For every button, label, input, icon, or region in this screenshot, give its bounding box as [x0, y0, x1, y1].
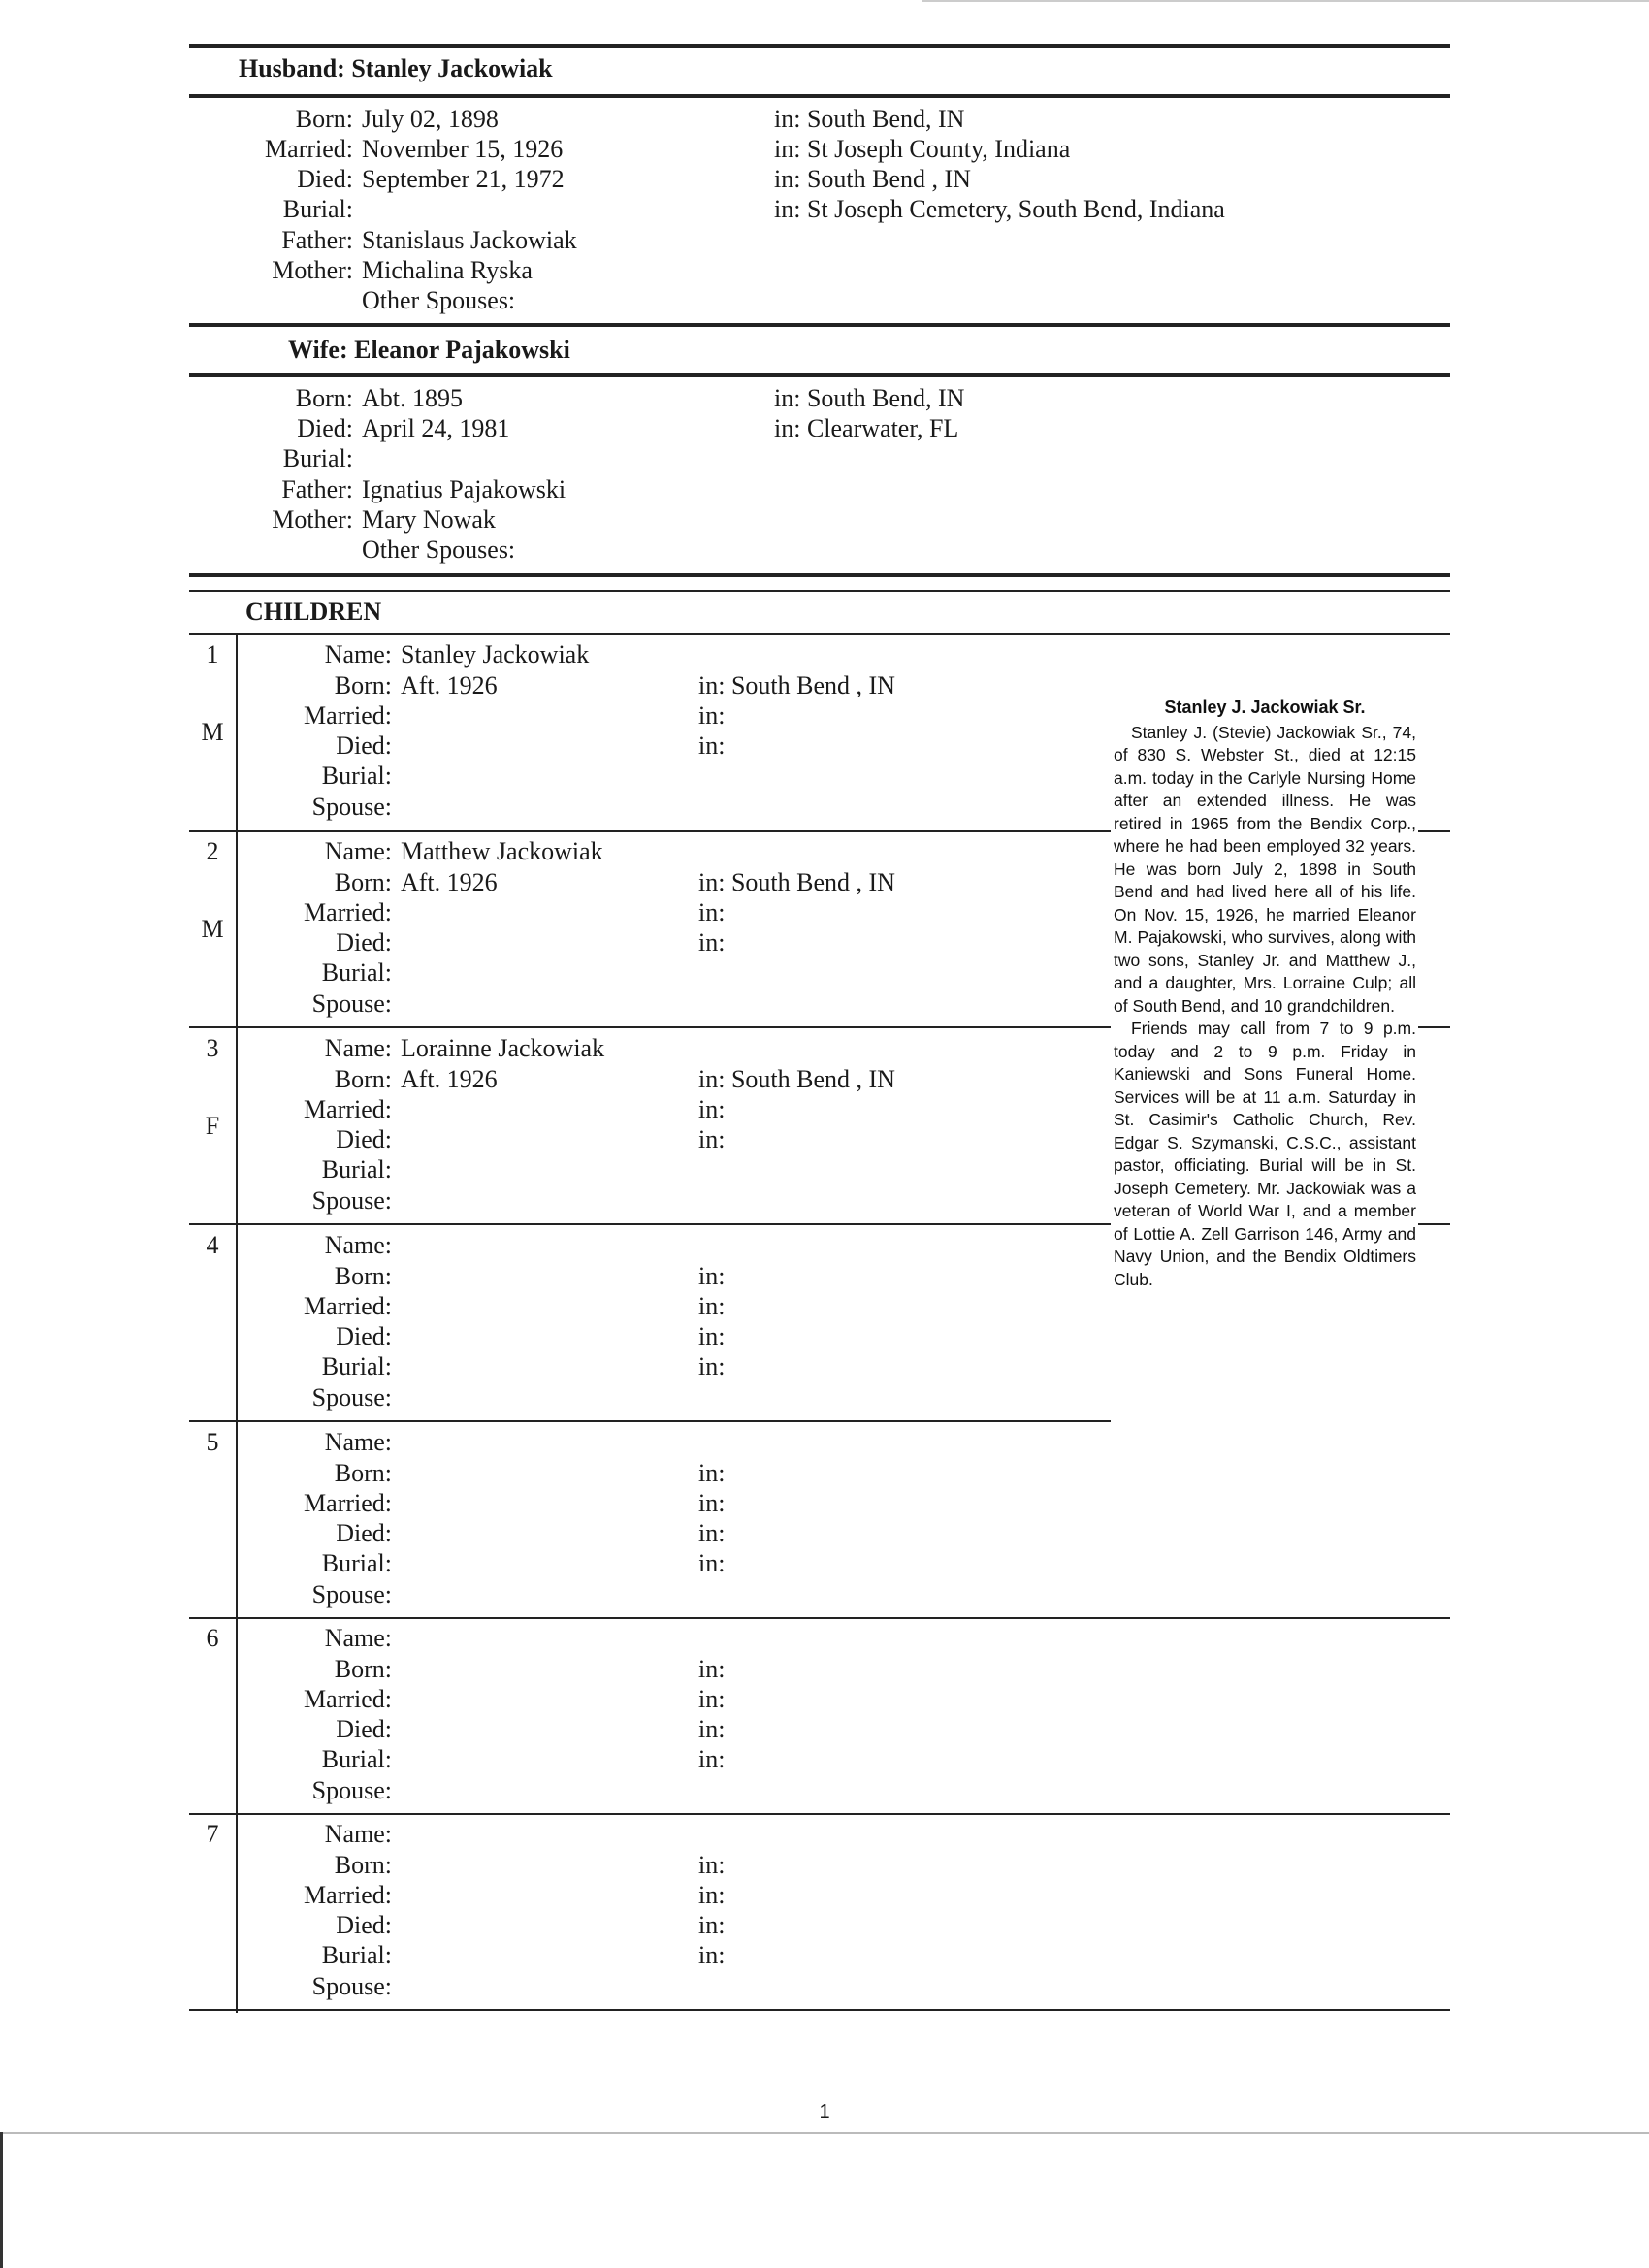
child-7-born-place: in:: [698, 1851, 726, 1879]
child-6-spouse-label: Spouse:: [311, 1776, 392, 1804]
child-1-spouse-label: Spouse:: [311, 793, 392, 821]
wife-other-spouses-label: Other Spouses:: [362, 535, 516, 564]
husband-burial-label: Burial:: [282, 195, 353, 223]
child-7-married-place: in:: [698, 1881, 726, 1909]
child-1-number: 1: [206, 640, 219, 668]
husband-born-place: in: South Bend, IN: [774, 105, 965, 133]
husband-heading-rule: [189, 94, 1450, 98]
child-6-married-label: Married:: [304, 1685, 392, 1713]
husband-married-label: Married:: [265, 135, 353, 163]
children-top-rule-thin: [189, 590, 1450, 592]
scan-left-edge: [0, 2132, 3, 2268]
child-7-rule: [189, 2009, 1450, 2011]
scan-edge-line: [922, 0, 1649, 2]
child-4-died-label: Died:: [336, 1322, 392, 1350]
child-6-rule: [189, 1813, 1450, 1815]
child-1-born: Aft. 1926: [401, 671, 498, 699]
obituary-title: Stanley J. Jackowiak Sr.: [1164, 697, 1366, 717]
child-5-burial-label: Burial:: [321, 1549, 392, 1577]
child-4-married-label: Married:: [304, 1292, 392, 1320]
child-1-name-label: Name:: [324, 640, 392, 668]
husband-father-value: Stanislaus Jackowiak: [362, 226, 577, 254]
child-5-spouse-label: Spouse:: [311, 1580, 392, 1608]
obituary-clipping: [1114, 691, 1416, 1474]
child-2-name-label: Name:: [324, 837, 392, 865]
child-5-number: 5: [206, 1428, 219, 1456]
husband-died-value: September 21, 1972: [362, 165, 565, 193]
husband-died-place: in: South Bend , IN: [774, 165, 971, 193]
wife-died-place: in: Clearwater, FL: [774, 414, 959, 442]
child-4-number: 4: [206, 1231, 219, 1259]
child-1-rule-right: [1418, 830, 1450, 832]
husband-married-value: November 15, 1926: [362, 135, 564, 163]
child-2-died-place: in:: [698, 928, 726, 956]
child-7-born-label: Born:: [334, 1851, 392, 1879]
child-6-married-place: in:: [698, 1685, 726, 1713]
child-4-rule: [189, 1420, 1111, 1422]
child-1-died-label: Died:: [336, 731, 392, 760]
child-3-spouse-label: Spouse:: [311, 1186, 392, 1215]
child-4-burial-label: Burial:: [321, 1352, 392, 1380]
child-6-born-label: Born:: [334, 1655, 392, 1683]
child-6-died-place: in:: [698, 1715, 726, 1743]
child-4-married-place: in:: [698, 1292, 726, 1320]
child-5-died-label: Died:: [336, 1519, 392, 1547]
child-2-married-label: Married:: [304, 898, 392, 926]
child-1-born-label: Born:: [334, 671, 392, 699]
husband-father-label: Father:: [281, 226, 353, 254]
obituary-paragraph-1: Stanley J. (Stevie) Jackowiak Sr., 74, of 830 S. Webster St., died at 12:15 a.m. today in the Carlyle Nursing Home after an extended illness. He was retired in 1965 from the Bendix Corp., where he had been employed 32 years. He was born July 2, 1898 in South Bend and had lived here all of his life. On Nov. 15, 1926, he married Eleanor M. Pajakowski, who survives, along with two sons, Stanley Jr. and Matthew J., and a daughter, Mrs. Lorraine Culp; all of South Bend, and 10 grandchildren.: [1114, 722, 1416, 1016]
child-2-sex: M: [201, 915, 224, 943]
child-1-burial-label: Burial:: [321, 761, 392, 790]
child-7-name-label: Name:: [324, 1820, 392, 1848]
wife-heading: [288, 336, 570, 365]
child-1-born-place: in: South Bend , IN: [698, 671, 895, 699]
child-2-burial-label: Burial:: [321, 958, 392, 987]
child-4-born-label: Born:: [334, 1262, 392, 1290]
child-4-spouse-label: Spouse:: [311, 1383, 392, 1411]
child-1-rule: [189, 830, 1111, 832]
child-6-burial-label: Burial:: [321, 1745, 392, 1773]
child-3-born: Aft. 1926: [401, 1065, 498, 1093]
child-3-name: Lorainne Jackowiak: [401, 1034, 605, 1062]
child-2-died-label: Died:: [336, 928, 392, 956]
child-5-born-place: in:: [698, 1459, 726, 1487]
child-5-born-label: Born:: [334, 1459, 392, 1487]
child-3-number: 3: [206, 1034, 219, 1062]
child-7-married-label: Married:: [304, 1881, 392, 1909]
husband-died-label: Died:: [297, 165, 353, 193]
child-2-born-place: in: South Bend , IN: [698, 868, 895, 896]
child-3-name-label: Name:: [324, 1034, 392, 1062]
wife-father-label: Father:: [281, 475, 353, 503]
wife-burial-label: Burial:: [282, 444, 353, 472]
child-2-born-label: Born:: [334, 868, 392, 896]
child-1-married-place: in:: [698, 701, 726, 729]
wife-top-rule: [189, 323, 1450, 327]
child-3-rule: [189, 1223, 1111, 1225]
husband-born-value: July 02, 1898: [362, 105, 499, 133]
child-7-died-place: in:: [698, 1911, 726, 1939]
husband-mother-value: Michalina Ryska: [362, 256, 533, 284]
husband-born-label: Born:: [295, 105, 353, 133]
child-6-born-place: in:: [698, 1655, 726, 1683]
child-3-sex: F: [205, 1112, 220, 1140]
husband-other-spouses-label: Other Spouses:: [362, 286, 516, 314]
wife-born-value: Abt. 1895: [362, 384, 463, 412]
child-6-died-label: Died:: [336, 1715, 392, 1743]
child-2-rule: [189, 1026, 1111, 1028]
children-heading: CHILDREN: [245, 598, 382, 626]
child-2-spouse-label: Spouse:: [311, 989, 392, 1018]
child-3-born-place: in: South Bend , IN: [698, 1065, 895, 1093]
child-6-number: 6: [206, 1624, 219, 1652]
child-2-name: Matthew Jackowiak: [401, 837, 603, 865]
child-7-died-label: Died:: [336, 1911, 392, 1939]
wife-born-place: in: South Bend, IN: [774, 384, 965, 412]
obituary-paragraph-2: Friends may call from 7 to 9 p.m. today and 2 to 9 p.m. Friday in Kaniewski and Sons Funeral Home. Services will be at 11 a.m. Saturday in St. Casimir's Catholic Church, Rev. Edgar S. Szymanski, C.S.C., assistant pastor, officiating. Burial will be in St. Joseph Cemetery. Mr. Jackowiak was a veteran of World War I, and a member of Lottie A. Zell Garrison 146, Army and Navy Union, and the Bendix Oldtimers Club.: [1114, 1019, 1416, 1289]
child-5-burial-place: in:: [698, 1549, 726, 1577]
child-3-married-label: Married:: [304, 1095, 392, 1123]
child-5-married-place: in:: [698, 1489, 726, 1517]
wife-heading-rule: [189, 373, 1450, 377]
child-3-married-place: in:: [698, 1095, 726, 1123]
wife-name: Eleanor Pajakowski: [354, 336, 570, 364]
child-1-sex: M: [201, 718, 224, 746]
child-3-born-label: Born:: [334, 1065, 392, 1093]
husband-heading: [239, 54, 553, 83]
child-1-name: Stanley Jackowiak: [401, 640, 590, 668]
wife-born-label: Born:: [295, 384, 353, 412]
scan-bottom-edge: [0, 2132, 1649, 2134]
child-5-rule: [189, 1617, 1450, 1619]
child-5-died-place: in:: [698, 1519, 726, 1547]
child-2-number: 2: [206, 837, 219, 865]
husband-mother-label: Mother:: [272, 256, 353, 284]
child-3-died-place: in:: [698, 1125, 726, 1153]
child-3-burial-label: Burial:: [321, 1155, 392, 1183]
child-6-name-label: Name:: [324, 1624, 392, 1652]
child-1-died-place: in:: [698, 731, 726, 760]
wife-mother-value: Mary Nowak: [362, 505, 496, 534]
wife-father-value: Ignatius Pajakowski: [362, 475, 566, 503]
wife-died-value: April 24, 1981: [362, 414, 510, 442]
husband-heading-label: Husband:: [239, 54, 345, 82]
child-1-married-label: Married:: [304, 701, 392, 729]
child-7-burial-label: Burial:: [321, 1941, 392, 1969]
husband-top-rule: [189, 44, 1450, 48]
child-5-married-label: Married:: [304, 1489, 392, 1517]
child-2-born: Aft. 1926: [401, 868, 498, 896]
husband-married-place: in: St Joseph County, Indiana: [774, 135, 1071, 163]
child-5-name-label: Name:: [324, 1428, 392, 1456]
child-4-burial-place: in:: [698, 1352, 726, 1380]
child-2-married-place: in:: [698, 898, 726, 926]
husband-burial-place: in: St Joseph Cemetery, South Bend, Indiana: [774, 195, 1225, 223]
page-number: 1: [819, 2101, 830, 2122]
child-6-burial-place: in:: [698, 1745, 726, 1773]
children-heading-rule: [189, 633, 1450, 635]
husband-name: Stanley Jackowiak: [351, 54, 553, 82]
child-7-number: 7: [206, 1820, 219, 1848]
wife-mother-label: Mother:: [272, 505, 353, 534]
child-7-spouse-label: Spouse:: [311, 1972, 392, 2000]
child-7-burial-place: in:: [698, 1941, 726, 1969]
child-4-name-label: Name:: [324, 1231, 392, 1259]
child-3-rule-right: [1418, 1223, 1450, 1225]
children-top-rule-thick: [189, 573, 1450, 577]
child-2-rule-right: [1418, 1026, 1450, 1028]
child-3-died-label: Died:: [336, 1125, 392, 1153]
child-4-died-place: in:: [698, 1322, 726, 1350]
child-4-born-place: in:: [698, 1262, 726, 1290]
wife-heading-label: Wife:: [288, 336, 348, 364]
wife-died-label: Died:: [297, 414, 353, 442]
